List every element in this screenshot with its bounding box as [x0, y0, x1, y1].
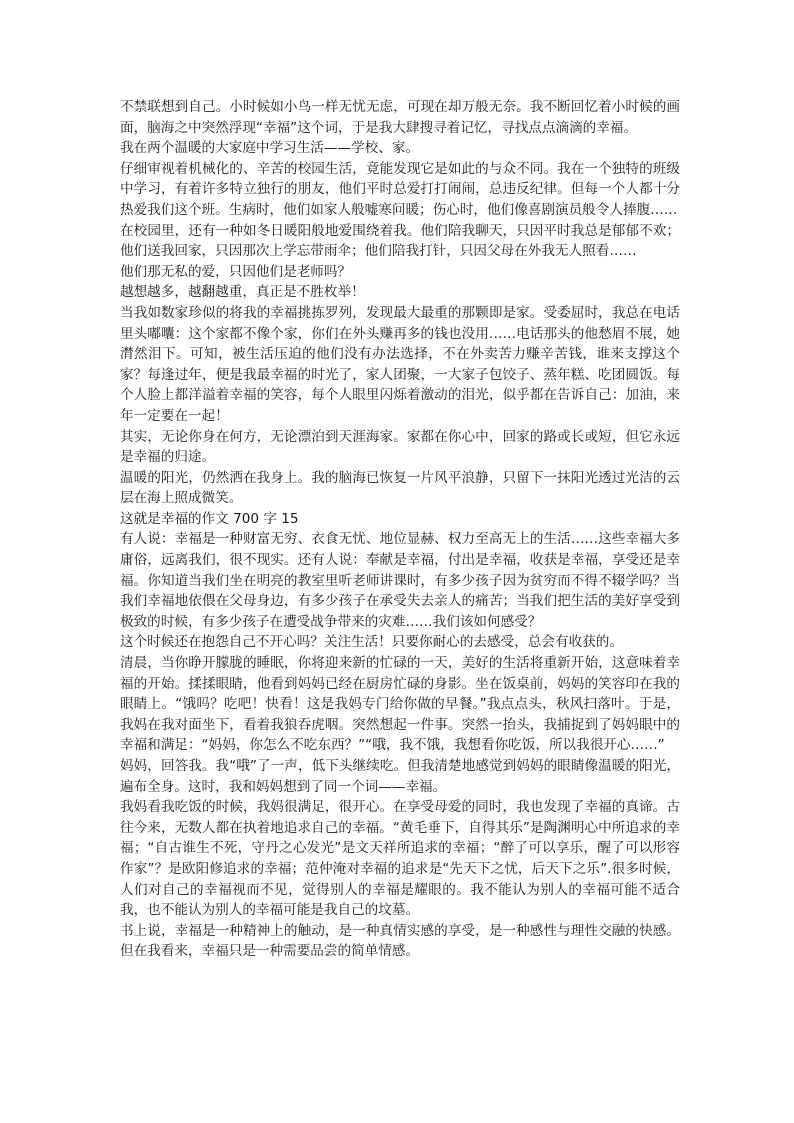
- paragraph-9: 温暖的阳光，仍然洒在我身上。我的脑海已恢复一片风平浪静，只留下一抹阳光透过光洁的云层在海上照成微笑。: [120, 469, 680, 507]
- paragraph-11: 有人说：幸福是一种财富无穷、衣食无忧、地位显赫、权力至高无上的生活……这些幸福大多庸俗，远离我们，很不现实。还有人说：奉献是幸福，付出是幸福，收获是幸福，享受还是幸福。你知道当我们坐在明亮的教室里听老师讲课时，有多少孩子因为贫穷而不得不辍学吗？当我们幸福地依偎在父母身边，有多少孩子在承受失去亲人的痛苦；当我们把生活的美好享受到极致的时候，有多少孩子在遭受战争带来的灾难……我们该如何感受？: [120, 531, 680, 630]
- paragraph-6: 越想越多，越翻越重，真正是不胜枚举！: [120, 284, 365, 301]
- paragraph-7: 当我如数家珍似的将我的幸福挑拣罗列，发现最大最重的那颗即是家。受委屈时，我总在电话里头嘟囔：这个家都不像个家，你们在外头赚再多的钱也没用……电话那头的他愁眉不展，她潸然泪下。可知，被生活压迫的他们没有办法选择，不在外卖苦力赚辛苦钱，谁来支撑这个家？每逢过年，便是我最幸福的时光了，家人团聚，一大家子包饺子、蒸年糕、吃团圆饭。每个人脸上都洋溢着幸福的笑容，每个人眼里闪烁着激动的泪光，似乎都在告诉自己：加油，来年一定要在一起！: [120, 304, 680, 424]
- paragraph-3: 仔细审视着机械化的、辛苦的校园生活，竟能发现它是如此的与众不同。我在一个独特的班级中学习，有着许多特立独行的朋友，他们平时总爱打打闹闹，总违反纪律。但每一个人都十分热爱我们这个班。生病时，他们如家人般嘘寒问暖；伤心时，他们像喜剧演员般令人捧腹……: [120, 160, 680, 218]
- document-page: [120, 97, 680, 962]
- paragraph-15: 我妈看我吃饭的时候，我妈很满足，很开心。在享受母爱的同时，我也发现了幸福的真谛。古往今来，无数人都在执着地追求自己的幸福。“黄毛垂下，自得其乐”是陶渊明心中所追求的幸福；“自古谁生不死，守丹之心发光”是文天祥所追求的幸福；“醉了可以享乐，醒了可以形容作家”？是欧阳修追求的幸福；范仲淹对幸福的追求是“先天下之忧，后天下之乐”.很多时候，人们对自己的幸福视而不见，觉得别人的幸福是耀眼的。我不能认为别人的幸福可能不适合我，也不能认为别人的幸福可能是我自己的坟墓。: [120, 799, 680, 919]
- paragraph-14: 妈妈，回答我。我“哦”了一声，低下头继续吃。但我清楚地感觉到妈妈的眼睛像温暖的阳光，遍布全身。这时，我和妈妈想到了同一个词——幸福。: [120, 758, 680, 795]
- paragraph-13: 清晨，当你睁开朦胧的睡眠，你将迎来新的忙碌的一天，美好的生活将重新开始，这意味着幸福的开始。揉揉眼睛，他看到妈妈已经在厨房忙碌的身影。坐在饭桌前，妈妈的笑容印在我的眼睛上。“饿吗？吃吧！快看！这是我妈专门给你做的早餐。”我点点头，秋风扫落叶。于是，我妈在我对面坐下，看着我狼吞虎咽。突然想起一件事。突然一抬头，我捕捉到了妈妈眼中的幸福和满足：“妈妈，你怎么不吃东西？”“哦，我不饿，我想看你吃饭，所以我很开心……”: [120, 655, 680, 754]
- essay-heading: 这就是幸福的作文 700 字 15: [120, 510, 299, 527]
- paragraph-12: 这个时候还在抱怨自己不开心吗？关注生活！只要你耐心的去感受，总会有收获的。: [120, 634, 623, 651]
- paragraph-2: 我在两个温暖的大家庭中学习生活——学校、家。: [120, 140, 420, 157]
- paragraph-4: 在校园里，还有一种如冬日暖阳般地爱围绕着我。他们陪我聊天，只因平时我总是郁郁不欢；他们送我回家，只因那次上学忘带雨伞；他们陪我打针，只因父母在外我无人照看……: [120, 222, 680, 260]
- paragraph-5: 他们那无私的爱，只因他们是老师吗？: [120, 263, 352, 280]
- paragraph-1: 不禁联想到自己。小时候如小鸟一样无忧无虑，可现在却万般无奈。我不断回忆着小时候的画面，脑海之中突然浮现“幸福”这个词，于是我大肆搜寻着记忆，寻找点点滴滴的幸福。: [120, 99, 680, 136]
- paragraph-8: 其实，无论你身在何方，无论漂泊到天涯海家。家都在你心中，回家的路或长或短，但它永远是幸福的归途。: [120, 428, 680, 466]
- paragraph-16: 书上说，幸福是一种精神上的触动，是一种真情实感的享受，是一种感性与理性交融的快感。但在我看来，幸福只是一种需要品尝的简单情感。: [120, 922, 680, 960]
